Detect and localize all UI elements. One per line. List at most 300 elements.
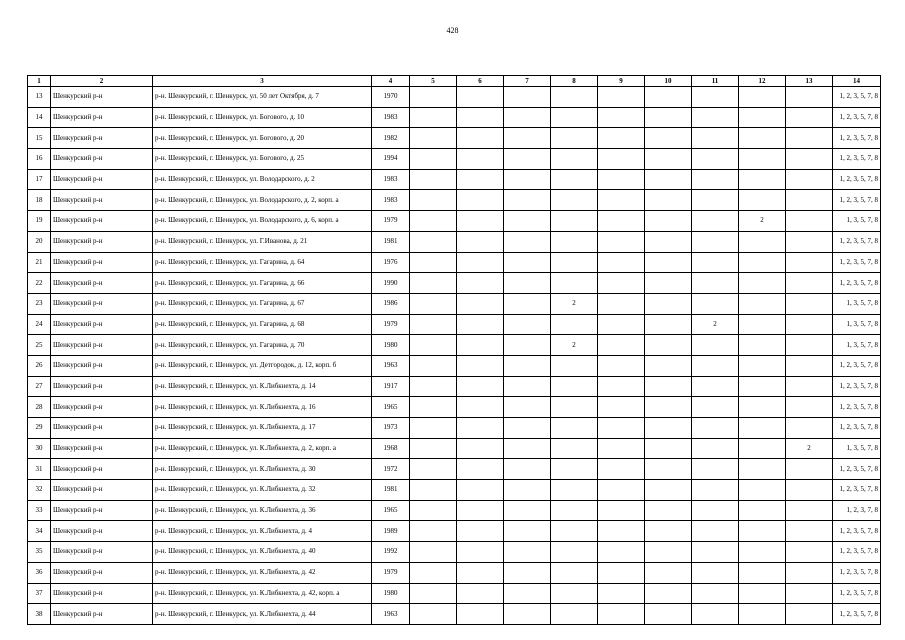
col-14-cell: 1, 2, 3, 5, 7, 8: [833, 480, 881, 501]
col-13-cell: [786, 211, 833, 232]
address-cell: р-н. Шенкурский, г. Шенкурск, ул. Богового, д. 10: [153, 107, 372, 128]
col-6-cell: [457, 376, 504, 397]
table-row: [28, 438, 881, 459]
col-11-cell: [692, 500, 739, 521]
col-9-cell: [598, 376, 645, 397]
address-cell: р-н. Шенкурский, г. Шенкурск, ул. К.Либкнехта, д. 14: [153, 376, 372, 397]
table-row: [28, 459, 881, 480]
table-row: [28, 169, 881, 190]
col-6-cell: [457, 542, 504, 563]
col-12-cell: [739, 521, 786, 542]
column-header: 7: [504, 76, 551, 87]
col-13-cell: [786, 583, 833, 604]
row-number-cell: 36: [28, 562, 51, 583]
row-number-cell: 26: [28, 355, 51, 376]
district-cell: Шенкурский р-н: [51, 231, 153, 252]
district-cell: Шенкурский р-н: [51, 335, 153, 356]
col-12-cell: [739, 231, 786, 252]
col-9-cell: [598, 521, 645, 542]
col-5-cell: [410, 480, 457, 501]
col-7-cell: [504, 107, 551, 128]
district-cell: Шенкурский р-н: [51, 211, 153, 232]
district-cell: Шенкурский р-н: [51, 169, 153, 190]
col-10-cell: [645, 604, 692, 625]
col-5-cell: [410, 128, 457, 149]
col-8-cell: [551, 107, 598, 128]
row-number-cell: 32: [28, 480, 51, 501]
col-5-cell: [410, 376, 457, 397]
district-cell: Шенкурский р-н: [51, 107, 153, 128]
col-14-cell: 1, 3, 5, 7, 8: [833, 438, 881, 459]
district-cell: Шенкурский р-н: [51, 128, 153, 149]
col-5-cell: [410, 211, 457, 232]
col-5-cell: [410, 500, 457, 521]
col-12-cell: [739, 355, 786, 376]
year-cell: 1979: [372, 211, 410, 232]
district-cell: Шенкурский р-н: [51, 480, 153, 501]
col-14-cell: 1, 3, 5, 7, 8: [833, 335, 881, 356]
table-row: [28, 335, 881, 356]
col-13-cell: 2: [786, 438, 833, 459]
col-8-cell: [551, 87, 598, 108]
col-8-cell: [551, 480, 598, 501]
col-13-cell: [786, 500, 833, 521]
year-cell: 1976: [372, 252, 410, 273]
col-10-cell: [645, 397, 692, 418]
col-7-cell: [504, 418, 551, 439]
row-number-cell: 18: [28, 190, 51, 211]
col-10-cell: [645, 273, 692, 294]
col-12-cell: [739, 438, 786, 459]
address-cell: р-н. Шенкурский, г. Шенкурск, ул. Гагарина, д. 64: [153, 252, 372, 273]
district-cell: Шенкурский р-н: [51, 87, 153, 108]
column-header: 10: [645, 76, 692, 87]
col-11-cell: [692, 418, 739, 439]
col-11-cell: [692, 562, 739, 583]
year-cell: 1980: [372, 583, 410, 604]
col-14-cell: 1, 2, 3, 5, 7, 8: [833, 87, 881, 108]
col-9-cell: [598, 438, 645, 459]
col-8-cell: [551, 169, 598, 190]
col-8-cell: [551, 211, 598, 232]
col-13-cell: [786, 542, 833, 563]
col-7-cell: [504, 190, 551, 211]
table-row: [28, 355, 881, 376]
year-cell: 1970: [372, 87, 410, 108]
col-14-cell: 1, 2, 3, 5, 7, 8: [833, 169, 881, 190]
col-7-cell: [504, 252, 551, 273]
col-10-cell: [645, 562, 692, 583]
col-6-cell: [457, 438, 504, 459]
col-12-cell: [739, 293, 786, 314]
col-5-cell: [410, 583, 457, 604]
col-6-cell: [457, 418, 504, 439]
col-5-cell: [410, 273, 457, 294]
district-cell: Шенкурский р-н: [51, 355, 153, 376]
col-14-cell: 1, 2, 3, 5, 7, 8: [833, 521, 881, 542]
table-row: [28, 397, 881, 418]
col-8-cell: 2: [551, 335, 598, 356]
row-number-cell: 14: [28, 107, 51, 128]
table-row: [28, 542, 881, 563]
col-13-cell: [786, 604, 833, 625]
col-11-cell: [692, 273, 739, 294]
year-cell: 1994: [372, 149, 410, 170]
address-cell: р-н. Шенкурский, г. Шенкурск, ул. К.Либкнехта, д. 40: [153, 542, 372, 563]
col-5-cell: [410, 397, 457, 418]
col-9-cell: [598, 149, 645, 170]
col-12-cell: [739, 190, 786, 211]
col-14-cell: 1, 2, 3, 5, 7, 8: [833, 107, 881, 128]
col-10-cell: [645, 149, 692, 170]
col-9-cell: [598, 128, 645, 149]
address-cell: р-н. Шенкурский, г. Шенкурск, ул. К.Либкнехта, д. 42: [153, 562, 372, 583]
col-12-cell: [739, 542, 786, 563]
col-14-cell: 1, 3, 5, 7, 8: [833, 211, 881, 232]
col-10-cell: [645, 542, 692, 563]
year-cell: 1917: [372, 376, 410, 397]
col-10-cell: [645, 480, 692, 501]
address-cell: р-н. Шенкурский, г. Шенкурск, ул. К.Либкнехта, д. 2, корп. а: [153, 438, 372, 459]
col-14-cell: 1, 2, 3, 5, 7, 8: [833, 376, 881, 397]
col-14-cell: 1, 2, 3, 5, 7, 8: [833, 542, 881, 563]
table-row: [28, 583, 881, 604]
col-5-cell: [410, 521, 457, 542]
col-7-cell: [504, 542, 551, 563]
col-6-cell: [457, 314, 504, 335]
col-13-cell: [786, 459, 833, 480]
col-11-cell: [692, 542, 739, 563]
district-cell: Шенкурский р-н: [51, 314, 153, 335]
col-12-cell: [739, 252, 786, 273]
table-row: [28, 211, 881, 232]
col-12-cell: [739, 335, 786, 356]
col-13-cell: [786, 107, 833, 128]
table-row: [28, 376, 881, 397]
table-row: [28, 604, 881, 625]
col-5-cell: [410, 438, 457, 459]
col-8-cell: [551, 521, 598, 542]
district-cell: Шенкурский р-н: [51, 397, 153, 418]
address-cell: р-н. Шенкурский, г. Шенкурск, ул. К.Либкнехта, д. 36: [153, 500, 372, 521]
col-5-cell: [410, 335, 457, 356]
col-6-cell: [457, 355, 504, 376]
col-14-cell: 1, 2, 3, 5, 7, 8: [833, 252, 881, 273]
address-cell: р-н. Шенкурский, г. Шенкурск, ул. Детгородок, д. 12, корп. б: [153, 355, 372, 376]
col-7-cell: [504, 397, 551, 418]
col-11-cell: [692, 211, 739, 232]
col-9-cell: [598, 211, 645, 232]
header-row: [28, 76, 881, 87]
col-6-cell: [457, 335, 504, 356]
col-10-cell: [645, 418, 692, 439]
row-number-cell: 38: [28, 604, 51, 625]
housing-table: [27, 75, 881, 625]
col-9-cell: [598, 397, 645, 418]
col-11-cell: [692, 604, 739, 625]
col-13-cell: [786, 87, 833, 108]
col-10-cell: [645, 500, 692, 521]
col-8-cell: [551, 542, 598, 563]
col-10-cell: [645, 521, 692, 542]
col-10-cell: [645, 335, 692, 356]
col-5-cell: [410, 314, 457, 335]
col-6-cell: [457, 190, 504, 211]
row-number-cell: 33: [28, 500, 51, 521]
col-12-cell: [739, 376, 786, 397]
col-7-cell: [504, 314, 551, 335]
year-cell: 1973: [372, 418, 410, 439]
col-9-cell: [598, 355, 645, 376]
col-14-cell: 1, 2, 3, 5, 7, 8: [833, 418, 881, 439]
col-8-cell: [551, 190, 598, 211]
year-cell: 1983: [372, 190, 410, 211]
col-9-cell: [598, 604, 645, 625]
col-8-cell: [551, 583, 598, 604]
col-11-cell: [692, 480, 739, 501]
col-8-cell: [551, 273, 598, 294]
col-5-cell: [410, 459, 457, 480]
year-cell: 1963: [372, 355, 410, 376]
col-11-cell: [692, 190, 739, 211]
row-number-cell: 17: [28, 169, 51, 190]
col-7-cell: [504, 480, 551, 501]
col-7-cell: [504, 87, 551, 108]
row-number-cell: 28: [28, 397, 51, 418]
table-row: [28, 418, 881, 439]
col-11-cell: [692, 128, 739, 149]
district-cell: Шенкурский р-н: [51, 583, 153, 604]
row-number-cell: 15: [28, 128, 51, 149]
row-number-cell: 20: [28, 231, 51, 252]
district-cell: Шенкурский р-н: [51, 562, 153, 583]
col-6-cell: [457, 562, 504, 583]
row-number-cell: 21: [28, 252, 51, 273]
col-7-cell: [504, 376, 551, 397]
col-5-cell: [410, 604, 457, 625]
table-row: [28, 87, 881, 108]
col-14-cell: 1, 2, 3, 5, 7, 8: [833, 583, 881, 604]
col-9-cell: [598, 459, 645, 480]
col-12-cell: [739, 128, 786, 149]
col-5-cell: [410, 231, 457, 252]
col-7-cell: [504, 459, 551, 480]
col-12-cell: [739, 562, 786, 583]
col-9-cell: [598, 293, 645, 314]
col-6-cell: [457, 231, 504, 252]
table-row: [28, 107, 881, 128]
col-8-cell: [551, 438, 598, 459]
col-13-cell: [786, 149, 833, 170]
col-5-cell: [410, 87, 457, 108]
district-cell: Шенкурский р-н: [51, 459, 153, 480]
col-10-cell: [645, 355, 692, 376]
col-13-cell: [786, 376, 833, 397]
col-14-cell: 1, 2, 3, 7, 8: [833, 500, 881, 521]
col-13-cell: [786, 169, 833, 190]
column-header: 4: [372, 76, 410, 87]
table-row: [28, 480, 881, 501]
table-row: [28, 252, 881, 273]
col-8-cell: [551, 355, 598, 376]
col-7-cell: [504, 273, 551, 294]
col-9-cell: [598, 583, 645, 604]
col-9-cell: [598, 314, 645, 335]
col-10-cell: [645, 376, 692, 397]
col-8-cell: [551, 376, 598, 397]
row-number-cell: 35: [28, 542, 51, 563]
col-7-cell: [504, 169, 551, 190]
col-13-cell: [786, 293, 833, 314]
col-6-cell: [457, 604, 504, 625]
district-cell: Шенкурский р-н: [51, 521, 153, 542]
col-5-cell: [410, 542, 457, 563]
col-8-cell: [551, 314, 598, 335]
col-11-cell: [692, 521, 739, 542]
col-7-cell: [504, 128, 551, 149]
address-cell: р-н. Шенкурский, г. Шенкурск, ул. Гагарина, д. 70: [153, 335, 372, 356]
table-row: [28, 273, 881, 294]
address-cell: р-н. Шенкурский, г. Шенкурск, ул. К.Либкнехта, д. 4: [153, 521, 372, 542]
col-14-cell: 1, 2, 3, 5, 7, 8: [833, 562, 881, 583]
table-row: [28, 500, 881, 521]
col-7-cell: [504, 211, 551, 232]
page-number: 428: [446, 26, 459, 35]
col-12-cell: [739, 459, 786, 480]
col-9-cell: [598, 500, 645, 521]
column-header: 5: [410, 76, 457, 87]
col-8-cell: [551, 500, 598, 521]
col-13-cell: [786, 521, 833, 542]
col-11-cell: [692, 87, 739, 108]
col-7-cell: [504, 500, 551, 521]
year-cell: 1968: [372, 438, 410, 459]
col-8-cell: 2: [551, 293, 598, 314]
column-header: 14: [833, 76, 881, 87]
row-number-cell: 29: [28, 418, 51, 439]
col-9-cell: [598, 231, 645, 252]
col-11-cell: [692, 376, 739, 397]
col-6-cell: [457, 480, 504, 501]
col-9-cell: [598, 562, 645, 583]
col-5-cell: [410, 149, 457, 170]
col-12-cell: [739, 500, 786, 521]
col-6-cell: [457, 149, 504, 170]
col-7-cell: [504, 562, 551, 583]
col-5-cell: [410, 293, 457, 314]
col-5-cell: [410, 169, 457, 190]
col-6-cell: [457, 397, 504, 418]
col-11-cell: [692, 583, 739, 604]
district-cell: Шенкурский р-н: [51, 542, 153, 563]
col-5-cell: [410, 418, 457, 439]
col-14-cell: 1, 2, 3, 5, 7, 8: [833, 604, 881, 625]
col-6-cell: [457, 87, 504, 108]
col-10-cell: [645, 252, 692, 273]
col-14-cell: 1, 2, 3, 5, 7, 8: [833, 190, 881, 211]
col-14-cell: 1, 2, 3, 5, 7, 8: [833, 128, 881, 149]
col-14-cell: 1, 2, 3, 5, 7, 8: [833, 231, 881, 252]
col-5-cell: [410, 252, 457, 273]
col-9-cell: [598, 542, 645, 563]
col-13-cell: [786, 128, 833, 149]
district-cell: Шенкурский р-н: [51, 376, 153, 397]
address-cell: р-н. Шенкурский, г. Шенкурск, ул. Гагарина, д. 67: [153, 293, 372, 314]
col-6-cell: [457, 521, 504, 542]
col-7-cell: [504, 438, 551, 459]
col-14-cell: 1, 3, 5, 7, 8: [833, 293, 881, 314]
address-cell: р-н. Шенкурский, г. Шенкурск, ул. К.Либкнехта, д. 30: [153, 459, 372, 480]
col-10-cell: [645, 314, 692, 335]
col-7-cell: [504, 355, 551, 376]
col-6-cell: [457, 273, 504, 294]
row-number-cell: 16: [28, 149, 51, 170]
year-cell: 1982: [372, 128, 410, 149]
col-6-cell: [457, 293, 504, 314]
address-cell: р-н. Шенкурский, г. Шенкурск, ул. К.Либкнехта, д. 42, корп. а: [153, 583, 372, 604]
address-cell: р-н. Шенкурский, г. Шенкурск, ул. Гагарина, д. 68: [153, 314, 372, 335]
address-cell: р-н. Шенкурский, г. Шенкурск, ул. Богового, д. 25: [153, 149, 372, 170]
table-row: [28, 149, 881, 170]
row-number-cell: 30: [28, 438, 51, 459]
col-14-cell: 1, 2, 3, 5, 7, 8: [833, 397, 881, 418]
column-header: 9: [598, 76, 645, 87]
col-9-cell: [598, 273, 645, 294]
table-row: [28, 314, 881, 335]
district-cell: Шенкурский р-н: [51, 500, 153, 521]
col-10-cell: [645, 87, 692, 108]
col-9-cell: [598, 87, 645, 108]
address-cell: р-н. Шенкурский, г. Шенкурск, ул. К.Либкнехта, д. 17: [153, 418, 372, 439]
address-cell: р-н. Шенкурский, г. Шенкурск, ул. Володарского, д. 6, корп. а: [153, 211, 372, 232]
col-6-cell: [457, 583, 504, 604]
col-6-cell: [457, 459, 504, 480]
col-6-cell: [457, 107, 504, 128]
col-11-cell: 2: [692, 314, 739, 335]
col-12-cell: [739, 397, 786, 418]
col-11-cell: [692, 252, 739, 273]
address-cell: р-н. Шенкурский, г. Шенкурск, ул. К.Либкнехта, д. 44: [153, 604, 372, 625]
year-cell: 1965: [372, 500, 410, 521]
col-12-cell: [739, 107, 786, 128]
table-row: [28, 521, 881, 542]
col-10-cell: [645, 190, 692, 211]
column-header: 11: [692, 76, 739, 87]
table-row: [28, 231, 881, 252]
col-6-cell: [457, 252, 504, 273]
col-9-cell: [598, 252, 645, 273]
column-header: 2: [51, 76, 153, 87]
col-9-cell: [598, 335, 645, 356]
col-13-cell: [786, 190, 833, 211]
district-cell: Шенкурский р-н: [51, 418, 153, 439]
col-12-cell: [739, 604, 786, 625]
table-row: [28, 190, 881, 211]
year-cell: 1965: [372, 397, 410, 418]
col-13-cell: [786, 252, 833, 273]
col-10-cell: [645, 438, 692, 459]
address-cell: р-н. Шенкурский, г. Шенкурск, ул. Богового, д. 20: [153, 128, 372, 149]
row-number-cell: 22: [28, 273, 51, 294]
col-7-cell: [504, 335, 551, 356]
col-13-cell: [786, 397, 833, 418]
district-cell: Шенкурский р-н: [51, 149, 153, 170]
address-cell: р-н. Шенкурский, г. Шенкурск, ул. Г.Иванова, д. 21: [153, 231, 372, 252]
col-7-cell: [504, 231, 551, 252]
col-11-cell: [692, 149, 739, 170]
col-13-cell: [786, 314, 833, 335]
address-cell: р-н. Шенкурский, г. Шенкурск, ул. К.Либкнехта, д. 32: [153, 480, 372, 501]
